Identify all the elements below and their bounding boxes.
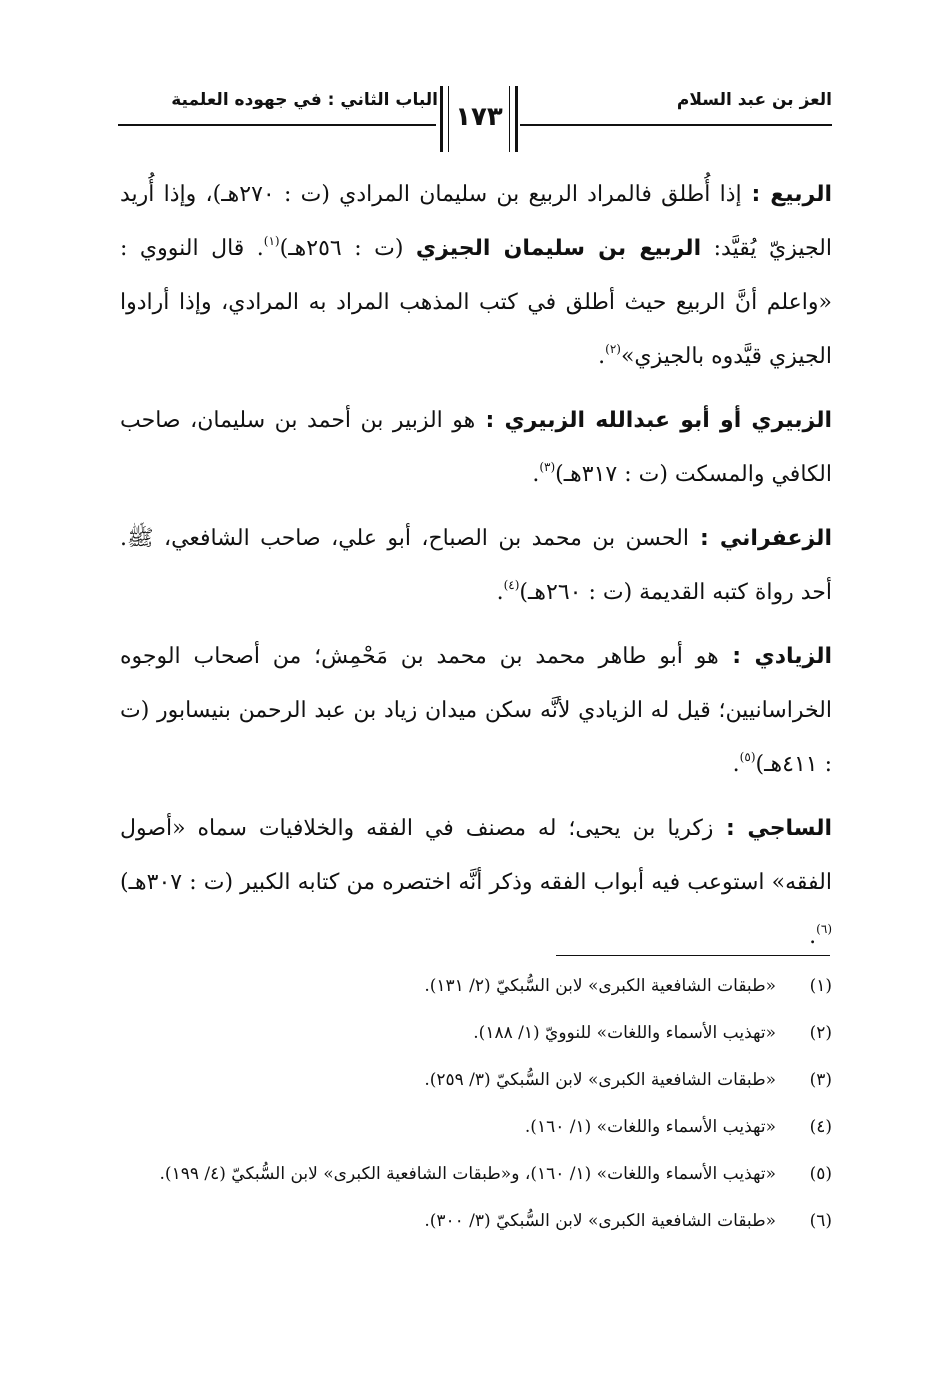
footnotes (120, 966, 832, 1248)
running-title-left: الباب الثاني : في جهوده العلمية (171, 90, 438, 110)
footnote-text: «تهذيب الأسماء واللغات» (١/ ١٦٠)، و«طبقات الشافعية الكبرى» لابن السُّبكيّ (٤/ ١٩٩). (159, 1164, 776, 1184)
page-number: ١٧٣ (455, 102, 503, 132)
entry-term: الزيادي : (718, 644, 832, 669)
page-header (118, 86, 832, 156)
running-title-right: العز بن عبد السلام (676, 90, 832, 110)
footnote-text: «طبقات الشافعية الكبرى» لابن السُّبكيّ (٣/ ٣٠٠). (424, 1211, 776, 1231)
footnote-ref[interactable]: (٣) (539, 460, 556, 474)
entry-term: الزعفراني : (688, 526, 832, 551)
footnote (120, 966, 832, 1006)
header-rule-left (118, 124, 436, 126)
entry-name: الربيع بن سليمان الجيزي (415, 236, 702, 261)
header-rule-right (520, 124, 832, 126)
footnote (120, 1201, 832, 1241)
footnote-number: (٤) (809, 1117, 832, 1137)
main-text (120, 168, 832, 974)
footnote (120, 1013, 832, 1053)
entry-zubayri (120, 394, 832, 502)
entry-term: الساجي : (713, 816, 832, 841)
entry-text: . (532, 462, 540, 487)
footnote-number: (٦) (809, 1211, 832, 1231)
footnote-number: (٥) (809, 1164, 832, 1184)
entry-text: . قال النووي : «واعلم أنَّ الربيع حيث أطلق في كتب المذهب المراد به المرادي، وإذا أرادوا الجيزي قيَّدوه بالجيزي» (120, 236, 832, 369)
footnote-separator (556, 955, 830, 956)
footnote-text: «تهذيب الأسماء واللغات» للنوويّ (١/ ١٨٨). (473, 1023, 776, 1043)
entry-zafarani (120, 512, 832, 620)
footnote-text: «تهذيب الأسماء واللغات» (١/ ١٦٠). (524, 1117, 776, 1137)
entry-text: الحسن بن محمد بن الصباح، أبو علي، صاحب الشافعي، ﷺ. أحد رواة كتبه القديمة (ت : ٢٦٠هـ) (120, 526, 832, 605)
entry-text: . (496, 580, 504, 605)
footnote (120, 1107, 832, 1147)
entry-text: هو أبو طاهر محمد بن محمد بن مَحْمِش؛ من أصحاب الوجوه الخراسانيين؛ قيل له الزيادي لأنَّه سكن ميدان زياد بن عبد الرحمن بنيسابور (ت : ٤١١هـ) (120, 644, 832, 777)
entry-text: . (732, 752, 740, 777)
entry-ziyadi (120, 630, 832, 792)
entry-text: إذا أُطلق فالمراد الربيع بن سليمان المرادي (ت : ٢٧٠هـ)، وإذا أُريد الجيزيّ يُقيَّد: (120, 182, 832, 261)
footnote-ref[interactable]: (٦) (816, 922, 832, 936)
entry-rabi (120, 168, 832, 384)
entry-text: هو الزبير بن أحمد بن سليمان، صاحب الكافي والمسكت (ت : ٣١٧هـ) (120, 408, 832, 487)
footnote-number: (٣) (809, 1070, 832, 1090)
footnote (120, 1060, 832, 1100)
footnote-ref[interactable]: (٤) (503, 578, 520, 592)
page-number-box (440, 86, 518, 152)
entry-text: . (598, 344, 606, 369)
footnote-text: «طبقات الشافعية الكبرى» لابن السُّبكيّ (٢/ ١٣١). (424, 976, 776, 996)
footnote-text: «طبقات الشافعية الكبرى» لابن السُّبكيّ (٣/ ٢٥٩). (424, 1070, 776, 1090)
entry-text: . (809, 924, 817, 949)
footnote-number: (١) (809, 976, 832, 996)
entry-saji (120, 802, 832, 964)
entry-text: (ت : ٢٥٦هـ) (279, 236, 416, 261)
entry-text: زكريا بن يحيى؛ له مصنف في الفقه والخلافيات سماه «أصول الفقه» استوعب فيه أبواب الفقه وذكر أنَّه اختصره من كتابه الكبير (ت : ٣٠٧هـ) (120, 816, 832, 895)
footnote-ref[interactable]: (٥) (739, 750, 756, 764)
footnote (120, 1154, 832, 1194)
entry-term: الربيع : (741, 182, 832, 207)
footnote-number: (٢) (809, 1023, 832, 1043)
footnote-ref[interactable]: (٢) (605, 342, 621, 356)
footnote-ref[interactable]: (١) (263, 234, 280, 248)
entry-term: الزبيري أو أبو عبدالله الزبيري : (475, 408, 832, 433)
